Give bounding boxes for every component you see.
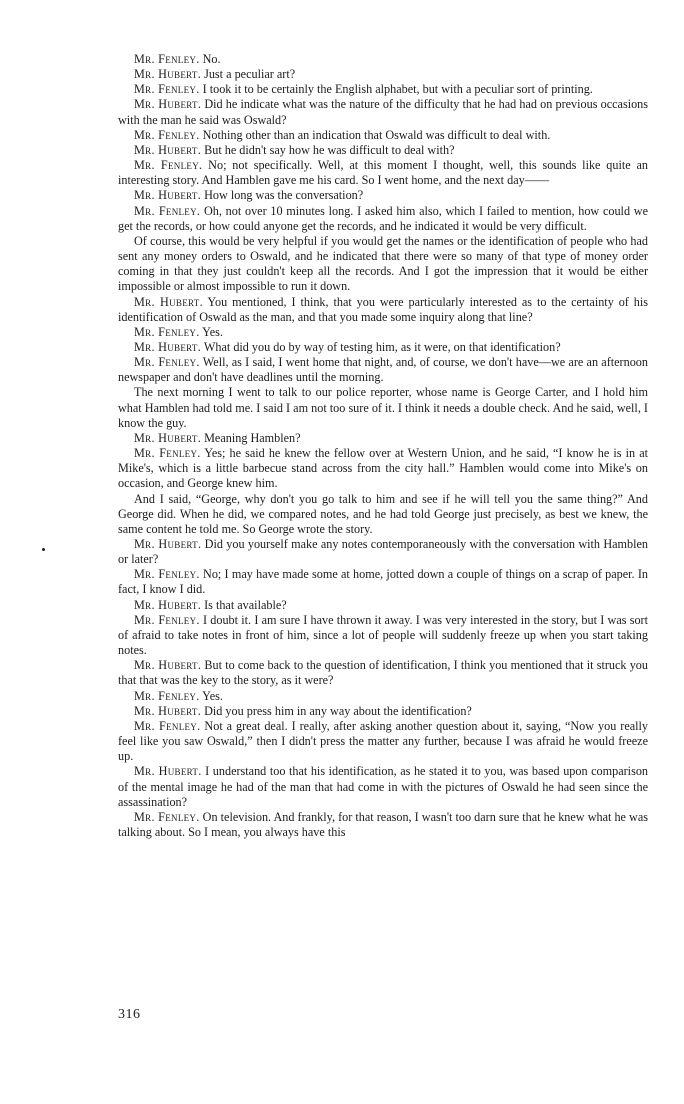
page-number: 316 <box>118 1007 141 1022</box>
transcript-paragraph <box>118 143 648 158</box>
transcript-paragraph <box>118 719 648 764</box>
speaker-label: Mr. Fenley. <box>134 52 200 66</box>
paragraph-text: Oh, not over 10 minutes long. I asked him also, which I failed to mention, how could we get the records, or how could anyone get the records, and he indicated it would be very difficult. <box>118 203 648 233</box>
speaker-label: Mr. Fenley. <box>134 324 200 339</box>
transcript-paragraph <box>118 82 648 97</box>
paragraph-text: You mentioned, I think, that you were particularly interested as to the certainty of his identification of Oswald as the man, and that you made some inquiry along that line? <box>118 294 648 324</box>
transcript-paragraph <box>118 567 648 597</box>
speaker-label: Mr. Hubert. <box>134 67 202 82</box>
transcript-paragraph <box>118 431 648 446</box>
paragraph-text: Of course, this would be very helpful if you would get the names or the identification of people who had sent any money orders to Oswald, and he indicated that there were so many of that type of money order coming in that they just couldn't keep all the records. And I got the impression that it would be either impossible or almost impossible to run it down. <box>118 233 648 294</box>
transcript-paragraph <box>118 689 648 704</box>
speaker-label: Mr. Hubert. <box>134 188 202 203</box>
paragraph-text: What did you do by way of testing him, as it were, on that identification? <box>201 339 561 354</box>
transcript-paragraph <box>118 188 648 203</box>
paragraph-text: No; not specifically. Well, at this moment I thought, well, this sounds like quite an interesting story. And Hamblen gave me his card. So I went home, and the next day—— <box>118 158 648 188</box>
transcript-paragraph <box>118 158 648 188</box>
paragraph-text: I took it to be certainly the English alphabet, but with a peculiar sort of printing. <box>199 82 593 97</box>
speaker-label: Mr. Hubert. <box>134 294 203 309</box>
transcript-paragraph <box>118 128 648 143</box>
paragraph-text: I doubt it. I am sure I have thrown it away. I was very interested in the story, but I was sort of afraid to take notes in front of him, since a lot of people will suddenly freeze up when you start taking notes. <box>118 612 648 658</box>
speaker-label: Mr. Fenley. <box>134 127 200 142</box>
speaker-label: Mr. Hubert. <box>134 537 202 551</box>
print-speck <box>42 548 45 551</box>
speaker-label: Mr. Hubert. <box>134 430 202 445</box>
transcript-paragraph <box>118 385 648 430</box>
paragraph-text: Just a peculiar art? <box>201 67 296 82</box>
speaker-label: Mr. Hubert. <box>134 597 202 612</box>
speaker-label: Mr. Fenley. <box>134 446 201 461</box>
speaker-label: Mr. Fenley. <box>134 82 200 97</box>
paragraph-text: Yes. <box>199 324 223 339</box>
transcript-paragraph <box>118 598 648 613</box>
paragraph-text: Meaning Hamblen? <box>201 430 301 445</box>
transcript-body <box>118 52 648 840</box>
paragraph-text: On television. And frankly, for that reason, I wasn't too darn sure that he knew what he was talking about. So I mean, you always have this <box>118 809 648 839</box>
transcript-paragraph <box>118 355 648 385</box>
transcript-paragraph <box>118 658 648 688</box>
speaker-label: Mr. Fenley. <box>134 688 200 703</box>
paragraph-text: How long was the conversation? <box>201 188 364 203</box>
transcript-paragraph <box>118 704 648 719</box>
paragraph-text: Yes; he said he knew the fellow over at Western Union, and he said, “I know he is in at Mike's, which is a little barbecue stand across from the city hall.” Hamblen would come into Mike's on occasion, and George knew him. <box>118 446 648 491</box>
transcript-paragraph <box>118 340 648 355</box>
paragraph-text: I understand too that his identification, as he stated it to you, was based upon comparison of the mental image he had of the man that had come in with the pictures of Oswald he had seen since the assassination? <box>118 764 649 809</box>
speaker-label: Mr. Hubert. <box>134 97 202 112</box>
speaker-label: Mr. Fenley. <box>134 718 201 733</box>
transcript-paragraph <box>118 492 648 537</box>
transcript-paragraph <box>118 97 648 127</box>
paragraph-text: Well, as I said, I went home that night, and, of course, we don't have—we are an afternoon newspaper and don't have deadlines until the morning. <box>118 355 648 385</box>
speaker-label: Mr. Fenley. <box>134 158 203 173</box>
paragraph-text: Nothing other than an indication that Oswald was difficult to deal with. <box>199 127 551 142</box>
transcript-paragraph <box>118 325 648 340</box>
speaker-label: Mr. Hubert. <box>134 658 202 673</box>
transcript-paragraph <box>118 537 648 567</box>
transcript-paragraph <box>118 295 648 325</box>
speaker-label: Mr. Fenley. <box>134 809 200 824</box>
paragraph-text: Not a great deal. I really, after asking another question about it, saying, “Now you really feel like you saw Oswald,” then I didn't press the matter any further, because I was afraid he would freeze up. <box>118 718 649 764</box>
speaker-label: Mr. Hubert. <box>134 339 202 354</box>
paragraph-text: But to come back to the question of identification, I think you mentioned that it struck you that that was the key to the story, as it were? <box>118 658 648 688</box>
paragraph-text: No. <box>199 52 221 66</box>
speaker-label: Mr. Fenley. <box>134 567 200 582</box>
speaker-label: Mr. Fenley. <box>134 203 201 218</box>
paragraph-text: No; I may have made some at home, jotted down a couple of things on a scrap of paper. In fact, I know I did. <box>118 567 648 597</box>
speaker-label: Mr. Hubert. <box>134 764 202 779</box>
speaker-label: Mr. Hubert. <box>134 142 202 157</box>
paragraph-text: And I said, “George, why don't you go talk to him and see if he will tell you the same thing?” And George did. When he did, we compared notes, and he had told George just precisely, as best we knew, the same content he told me. So George wrote the story. <box>118 491 648 536</box>
transcript-paragraph <box>118 446 648 491</box>
transcript-paragraph <box>118 810 648 840</box>
transcript-paragraph <box>118 764 648 809</box>
paragraph-text: Is that available? <box>201 597 287 612</box>
transcript-paragraph <box>118 52 648 67</box>
paragraph-text: The next morning I went to talk to our police reporter, whose name is George Carter, and I hold him what Hamblen had told me. I said I am not too sure of it. I think it needs a double check. And he said, well, I know the guy. <box>118 385 648 430</box>
transcript-paragraph <box>118 67 648 82</box>
paragraph-text: Yes. <box>199 688 223 703</box>
speaker-label: Mr. Fenley. <box>134 612 200 627</box>
paragraph-text: Did you press him in any way about the identification? <box>201 703 472 718</box>
paragraph-text: But he didn't say how he was difficult to deal with? <box>201 142 455 157</box>
speaker-label: Mr. Hubert. <box>134 703 202 718</box>
transcript-paragraph <box>118 234 648 295</box>
speaker-label: Mr. Fenley. <box>134 355 200 370</box>
transcript-paragraph <box>118 204 648 234</box>
paragraph-text: Did you yourself make any notes contemporaneously with the conversation with Hamblen or later? <box>118 537 649 567</box>
paragraph-text: Did he indicate what was the nature of the difficulty that he had had on previous occasions with the man he said was Oswald? <box>118 97 649 127</box>
transcript-paragraph <box>118 613 648 658</box>
